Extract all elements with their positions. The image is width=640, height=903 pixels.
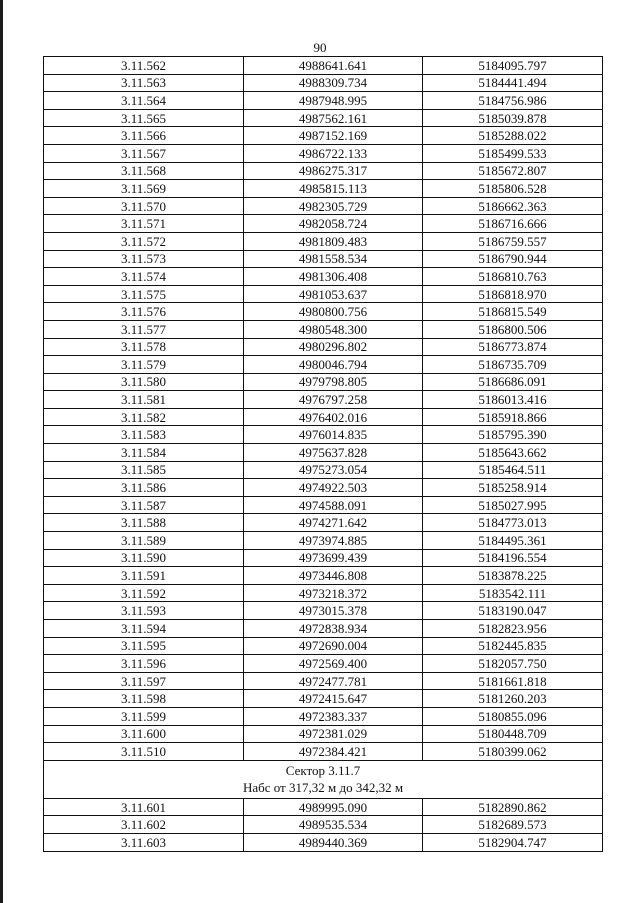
y-coordinate-cell: 5184773.013 <box>423 514 603 532</box>
table-row <box>44 285 603 303</box>
point-id-cell: 3.11.583 <box>44 426 244 444</box>
coordinates-rows-before <box>44 57 603 761</box>
y-coordinate-cell: 5185643.662 <box>423 444 603 462</box>
y-coordinate-cell: 5185795.390 <box>423 426 603 444</box>
sector-subtitle: Набс от 317,32 м до 342,32 м <box>242 780 404 796</box>
y-coordinate-cell: 5185258.914 <box>423 479 603 497</box>
x-coordinate-cell: 4981306.408 <box>244 268 423 286</box>
point-id-cell: 3.11.602 <box>44 816 244 834</box>
table-row <box>44 798 603 816</box>
x-coordinate-cell: 4988641.641 <box>244 57 423 75</box>
x-coordinate-cell: 4986275.317 <box>244 162 423 180</box>
table-row <box>44 479 603 497</box>
x-coordinate-cell: 4976797.258 <box>244 391 423 409</box>
point-id-cell: 3.11.584 <box>44 444 244 462</box>
table-row <box>44 549 603 567</box>
table-row <box>44 162 603 180</box>
point-id-cell: 3.11.581 <box>44 391 244 409</box>
x-coordinate-cell: 4988309.734 <box>244 74 423 92</box>
x-coordinate-cell: 4972838.934 <box>244 620 423 638</box>
y-coordinate-cell: 5182904.747 <box>423 833 603 851</box>
table-row <box>44 725 603 743</box>
point-id-cell: 3.11.597 <box>44 672 244 690</box>
y-coordinate-cell: 5185918.866 <box>423 408 603 426</box>
y-coordinate-cell: 5185027.995 <box>423 496 603 514</box>
y-coordinate-cell: 5185288.022 <box>423 127 603 145</box>
point-id-cell: 3.11.510 <box>44 743 244 761</box>
x-coordinate-cell: 4973218.372 <box>244 584 423 602</box>
table-row <box>44 816 603 834</box>
table-row <box>44 250 603 268</box>
table-row <box>44 637 603 655</box>
point-id-cell: 3.11.580 <box>44 373 244 391</box>
x-coordinate-cell: 4974271.642 <box>244 514 423 532</box>
table-row <box>44 408 603 426</box>
table-row <box>44 197 603 215</box>
table-row <box>44 74 603 92</box>
x-coordinate-cell: 4973699.439 <box>244 549 423 567</box>
x-coordinate-cell: 4989440.369 <box>244 833 423 851</box>
point-id-cell: 3.11.566 <box>44 127 244 145</box>
sector-header-row <box>44 760 603 798</box>
y-coordinate-cell: 5186818.970 <box>423 285 603 303</box>
table-row <box>44 461 603 479</box>
y-coordinate-cell: 5186013.416 <box>423 391 603 409</box>
y-coordinate-cell: 5184095.797 <box>423 57 603 75</box>
point-id-cell: 3.11.593 <box>44 602 244 620</box>
x-coordinate-cell: 4973974.885 <box>244 532 423 550</box>
point-id-cell: 3.11.577 <box>44 320 244 338</box>
point-id-cell: 3.11.586 <box>44 479 244 497</box>
y-coordinate-cell: 5185499.533 <box>423 144 603 162</box>
x-coordinate-cell: 4973446.808 <box>244 567 423 585</box>
table-row <box>44 532 603 550</box>
x-coordinate-cell: 4980800.756 <box>244 303 423 321</box>
table-row <box>44 426 603 444</box>
x-coordinate-cell: 4981558.534 <box>244 250 423 268</box>
point-id-cell: 3.11.594 <box>44 620 244 638</box>
y-coordinate-cell: 5182890.862 <box>423 798 603 816</box>
y-coordinate-cell: 5185464.511 <box>423 461 603 479</box>
table-row <box>44 215 603 233</box>
point-id-cell: 3.11.565 <box>44 109 244 127</box>
table-row <box>44 514 603 532</box>
y-coordinate-cell: 5182689.573 <box>423 816 603 834</box>
point-id-cell: 3.11.603 <box>44 833 244 851</box>
y-coordinate-cell: 5180855.096 <box>423 707 603 725</box>
table-row <box>44 232 603 250</box>
y-coordinate-cell: 5186759.557 <box>423 232 603 250</box>
y-coordinate-cell: 5181661.818 <box>423 672 603 690</box>
point-id-cell: 3.11.588 <box>44 514 244 532</box>
y-coordinate-cell: 5185039.878 <box>423 109 603 127</box>
scan-edge <box>0 0 3 903</box>
x-coordinate-cell: 4981053.637 <box>244 285 423 303</box>
point-id-cell: 3.11.574 <box>44 268 244 286</box>
table-row <box>44 144 603 162</box>
table-row <box>44 391 603 409</box>
coordinates-table <box>43 56 603 852</box>
table-row <box>44 655 603 673</box>
x-coordinate-cell: 4987948.995 <box>244 92 423 110</box>
table-row <box>44 320 603 338</box>
x-coordinate-cell: 4989535.534 <box>244 816 423 834</box>
y-coordinate-cell: 5186790.944 <box>423 250 603 268</box>
y-coordinate-cell: 5184441.494 <box>423 74 603 92</box>
x-coordinate-cell: 4972477.781 <box>244 672 423 690</box>
point-id-cell: 3.11.595 <box>44 637 244 655</box>
x-coordinate-cell: 4981809.483 <box>244 232 423 250</box>
point-id-cell: 3.11.596 <box>44 655 244 673</box>
x-coordinate-cell: 4987152.169 <box>244 127 423 145</box>
table-row <box>44 57 603 75</box>
y-coordinate-cell: 5180448.709 <box>423 725 603 743</box>
point-id-cell: 3.11.570 <box>44 197 244 215</box>
point-id-cell: 3.11.564 <box>44 92 244 110</box>
point-id-cell: 3.11.572 <box>44 232 244 250</box>
point-id-cell: 3.11.582 <box>44 408 244 426</box>
table-row <box>44 620 603 638</box>
y-coordinate-cell: 5185672.807 <box>423 162 603 180</box>
x-coordinate-cell: 4972415.647 <box>244 690 423 708</box>
x-coordinate-cell: 4976014.835 <box>244 426 423 444</box>
y-coordinate-cell: 5183542.111 <box>423 584 603 602</box>
point-id-cell: 3.11.598 <box>44 690 244 708</box>
point-id-cell: 3.11.578 <box>44 338 244 356</box>
x-coordinate-cell: 4982058.724 <box>244 215 423 233</box>
x-coordinate-cell: 4975273.054 <box>244 461 423 479</box>
point-id-cell: 3.11.591 <box>44 567 244 585</box>
x-coordinate-cell: 4980548.300 <box>244 320 423 338</box>
y-coordinate-cell: 5184756.986 <box>423 92 603 110</box>
x-coordinate-cell: 4989995.090 <box>244 798 423 816</box>
sector-header-cell <box>44 760 603 798</box>
point-id-cell: 3.11.590 <box>44 549 244 567</box>
table-row <box>44 707 603 725</box>
x-coordinate-cell: 4972383.337 <box>244 707 423 725</box>
x-coordinate-cell: 4980046.794 <box>244 356 423 374</box>
x-coordinate-cell: 4972381.029 <box>244 725 423 743</box>
x-coordinate-cell: 4973015.378 <box>244 602 423 620</box>
point-id-cell: 3.11.589 <box>44 532 244 550</box>
x-coordinate-cell: 4972690.004 <box>244 637 423 655</box>
table-row <box>44 109 603 127</box>
point-id-cell: 3.11.573 <box>44 250 244 268</box>
point-id-cell: 3.11.601 <box>44 798 244 816</box>
table-row <box>44 303 603 321</box>
y-coordinate-cell: 5184196.554 <box>423 549 603 567</box>
y-coordinate-cell: 5182057.750 <box>423 655 603 673</box>
table-row <box>44 567 603 585</box>
point-id-cell: 3.11.568 <box>44 162 244 180</box>
table-row <box>44 690 603 708</box>
table-row <box>44 444 603 462</box>
sector-title: Сектор 3.11.7 <box>285 763 361 779</box>
page-number: 90 <box>313 40 327 55</box>
table-row <box>44 743 603 761</box>
point-id-cell: 3.11.599 <box>44 707 244 725</box>
table-row <box>44 338 603 356</box>
table-row <box>44 268 603 286</box>
y-coordinate-cell: 5186800.506 <box>423 320 603 338</box>
table-row <box>44 180 603 198</box>
point-id-cell: 3.11.569 <box>44 180 244 198</box>
x-coordinate-cell: 4987562.161 <box>244 109 423 127</box>
table-row <box>44 373 603 391</box>
point-id-cell: 3.11.587 <box>44 496 244 514</box>
point-id-cell: 3.11.562 <box>44 57 244 75</box>
y-coordinate-cell: 5184495.361 <box>423 532 603 550</box>
x-coordinate-cell: 4975637.828 <box>244 444 423 462</box>
x-coordinate-cell: 4974588.091 <box>244 496 423 514</box>
y-coordinate-cell: 5183190.047 <box>423 602 603 620</box>
x-coordinate-cell: 4972384.421 <box>244 743 423 761</box>
point-id-cell: 3.11.576 <box>44 303 244 321</box>
x-coordinate-cell: 4985815.113 <box>244 180 423 198</box>
x-coordinate-cell: 4986722.133 <box>244 144 423 162</box>
point-id-cell: 3.11.567 <box>44 144 244 162</box>
x-coordinate-cell: 4976402.016 <box>244 408 423 426</box>
y-coordinate-cell: 5186815.549 <box>423 303 603 321</box>
y-coordinate-cell: 5186773.874 <box>423 338 603 356</box>
point-id-cell: 3.11.579 <box>44 356 244 374</box>
table-row <box>44 584 603 602</box>
x-coordinate-cell: 4980296.802 <box>244 338 423 356</box>
coordinates-rows-after <box>44 798 603 851</box>
table-row <box>44 833 603 851</box>
y-coordinate-cell: 5185806.528 <box>423 180 603 198</box>
table-row <box>44 356 603 374</box>
y-coordinate-cell: 5186810.763 <box>423 268 603 286</box>
x-coordinate-cell: 4972569.400 <box>244 655 423 673</box>
point-id-cell: 3.11.592 <box>44 584 244 602</box>
y-coordinate-cell: 5186686.091 <box>423 373 603 391</box>
x-coordinate-cell: 4982305.729 <box>244 197 423 215</box>
x-coordinate-cell: 4974922.503 <box>244 479 423 497</box>
point-id-cell: 3.11.571 <box>44 215 244 233</box>
y-coordinate-cell: 5182445.835 <box>423 637 603 655</box>
y-coordinate-cell: 5186735.709 <box>423 356 603 374</box>
point-id-cell: 3.11.600 <box>44 725 244 743</box>
point-id-cell: 3.11.585 <box>44 461 244 479</box>
point-id-cell: 3.11.575 <box>44 285 244 303</box>
table-row <box>44 602 603 620</box>
table-row <box>44 127 603 145</box>
y-coordinate-cell: 5180399.062 <box>423 743 603 761</box>
y-coordinate-cell: 5182823.956 <box>423 620 603 638</box>
y-coordinate-cell: 5186716.666 <box>423 215 603 233</box>
sector-header-group <box>44 760 603 798</box>
table-row <box>44 672 603 690</box>
y-coordinate-cell: 5183878.225 <box>423 567 603 585</box>
y-coordinate-cell: 5186662.363 <box>423 197 603 215</box>
point-id-cell: 3.11.563 <box>44 74 244 92</box>
y-coordinate-cell: 5181260.203 <box>423 690 603 708</box>
table-row <box>44 496 603 514</box>
x-coordinate-cell: 4979798.805 <box>244 373 423 391</box>
table-row <box>44 92 603 110</box>
